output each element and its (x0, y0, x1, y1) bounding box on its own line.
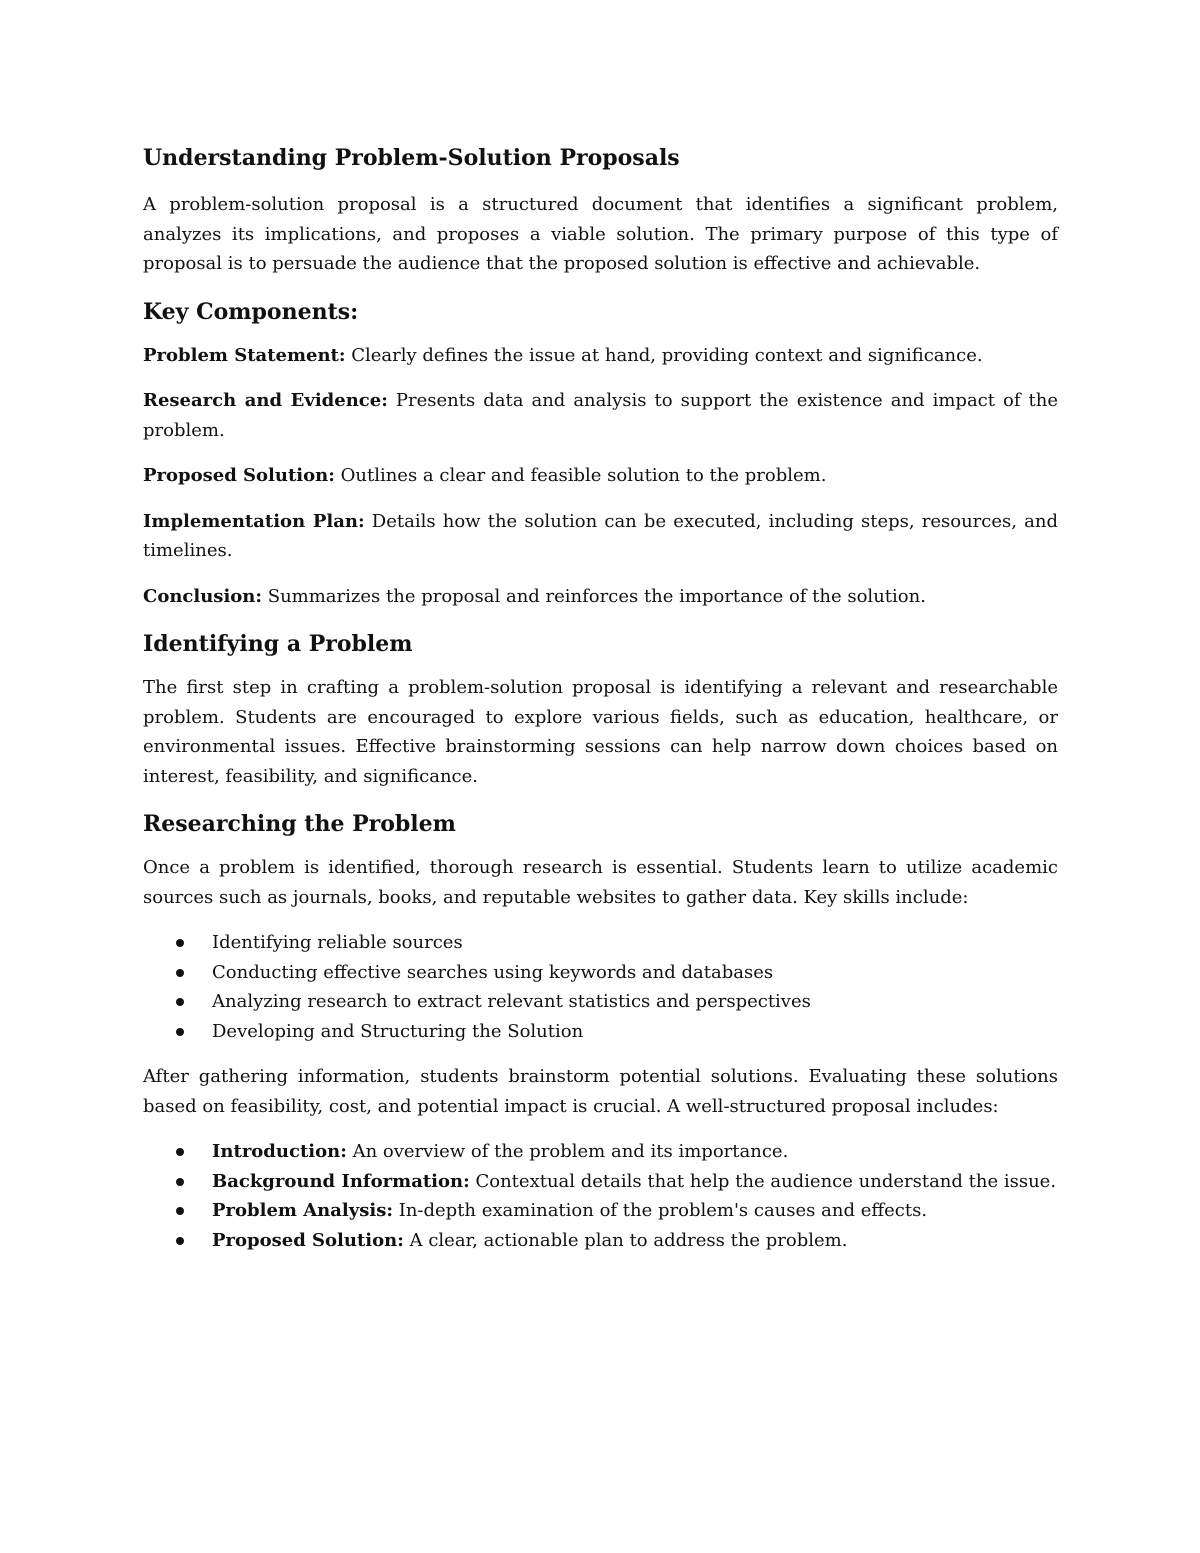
researching-heading: Researching the Problem (143, 811, 456, 837)
bullet-icon (176, 1237, 184, 1245)
include-term: Background Information: (212, 1170, 470, 1192)
component-text: Summarizes the proposal and reinforces the importance of the solution. (267, 585, 926, 607)
component-term: Problem Statement: (143, 344, 346, 366)
identifying-paragraph: The first step in crafting a problem-solution proposal is identifying a relevant and researchable problem. Students are encouraged to explore various fields, such as education, healthcare, or environmental issues. Effective brainstorming sessions can help narrow down choices based on interest, feasibility, and significance. (143, 677, 1058, 787)
bullet-icon (176, 939, 184, 947)
include-text: An overview of the problem and its importance. (352, 1141, 789, 1162)
after-paragraph: After gathering information, students brainstorm potential solutions. Evaluating these solutions based on feasibility, cost, and potential impact is crucial. A well-structured proposal includes: (143, 1066, 1058, 1117)
component-item (143, 461, 1058, 491)
bullet-icon (176, 969, 184, 977)
component-item (143, 386, 1058, 445)
include-text: In-depth examination of the problem's causes and effects. (398, 1200, 928, 1221)
component-term: Implementation Plan: (143, 510, 365, 532)
component-term: Research and Evidence: (143, 390, 388, 411)
include-text: Contextual details that help the audience understand the issue. (475, 1170, 1057, 1192)
component-text: Clearly defines the issue at hand, providing context and significance. (351, 344, 983, 366)
skill-text: Developing and Structuring the Solution (212, 1020, 584, 1042)
include-term: Problem Analysis: (212, 1200, 393, 1221)
bullet-icon (176, 1207, 184, 1215)
list-item (143, 958, 1058, 988)
intro-paragraph: A problem-solution proposal is a structured document that identifies a significant problem, analyzes its implications, and proposes a viable solution. The primary purpose of this type of proposal is to persuade the audience that the proposed solution is effective and achievable. (143, 194, 1058, 274)
list-item (143, 1017, 1058, 1047)
component-item (143, 582, 1058, 612)
skill-text: Analyzing research to extract relevant statistics and perspectives (212, 991, 811, 1012)
bullet-icon (176, 1178, 184, 1186)
component-text: Outlines a clear and feasible solution to the problem. (340, 465, 827, 486)
component-term: Proposed Solution: (143, 465, 335, 486)
list-item (143, 987, 1058, 1017)
bullet-icon (176, 998, 184, 1006)
list-item (143, 1167, 1058, 1197)
list-item (143, 928, 1058, 958)
component-item (143, 507, 1058, 566)
list-item (143, 1226, 1058, 1256)
list-item (143, 1137, 1058, 1167)
document-page (143, 140, 1058, 1271)
include-text: A clear, actionable plan to address the problem. (409, 1229, 848, 1251)
include-term: Proposed Solution: (212, 1229, 404, 1251)
identifying-heading: Identifying a Problem (143, 631, 413, 657)
component-text: Details how the solution can be executed, including steps, resources, and timelines. (143, 510, 1058, 561)
component-term: Conclusion: (143, 585, 263, 607)
researching-paragraph: Once a problem is identified, thorough research is essential. Students learn to utilize academic sources such as journals, books, and reputable websites to gather data. Key skills include: (143, 857, 1058, 908)
includes-list (143, 1137, 1058, 1255)
component-text: Presents data and analysis to support the existence and impact of the problem. (143, 390, 1058, 441)
key-components-heading: Key Components: (143, 298, 359, 325)
include-term: Introduction: (212, 1141, 347, 1162)
skills-list (143, 928, 1058, 1046)
component-item (143, 341, 1058, 371)
skill-text: Identifying reliable sources (212, 932, 463, 953)
page-title: Understanding Problem-Solution Proposals (143, 145, 680, 171)
bullet-icon (176, 1028, 184, 1036)
skill-text: Conducting effective searches using keywords and databases (212, 961, 774, 983)
list-item (143, 1196, 1058, 1226)
bullet-icon (176, 1148, 184, 1156)
